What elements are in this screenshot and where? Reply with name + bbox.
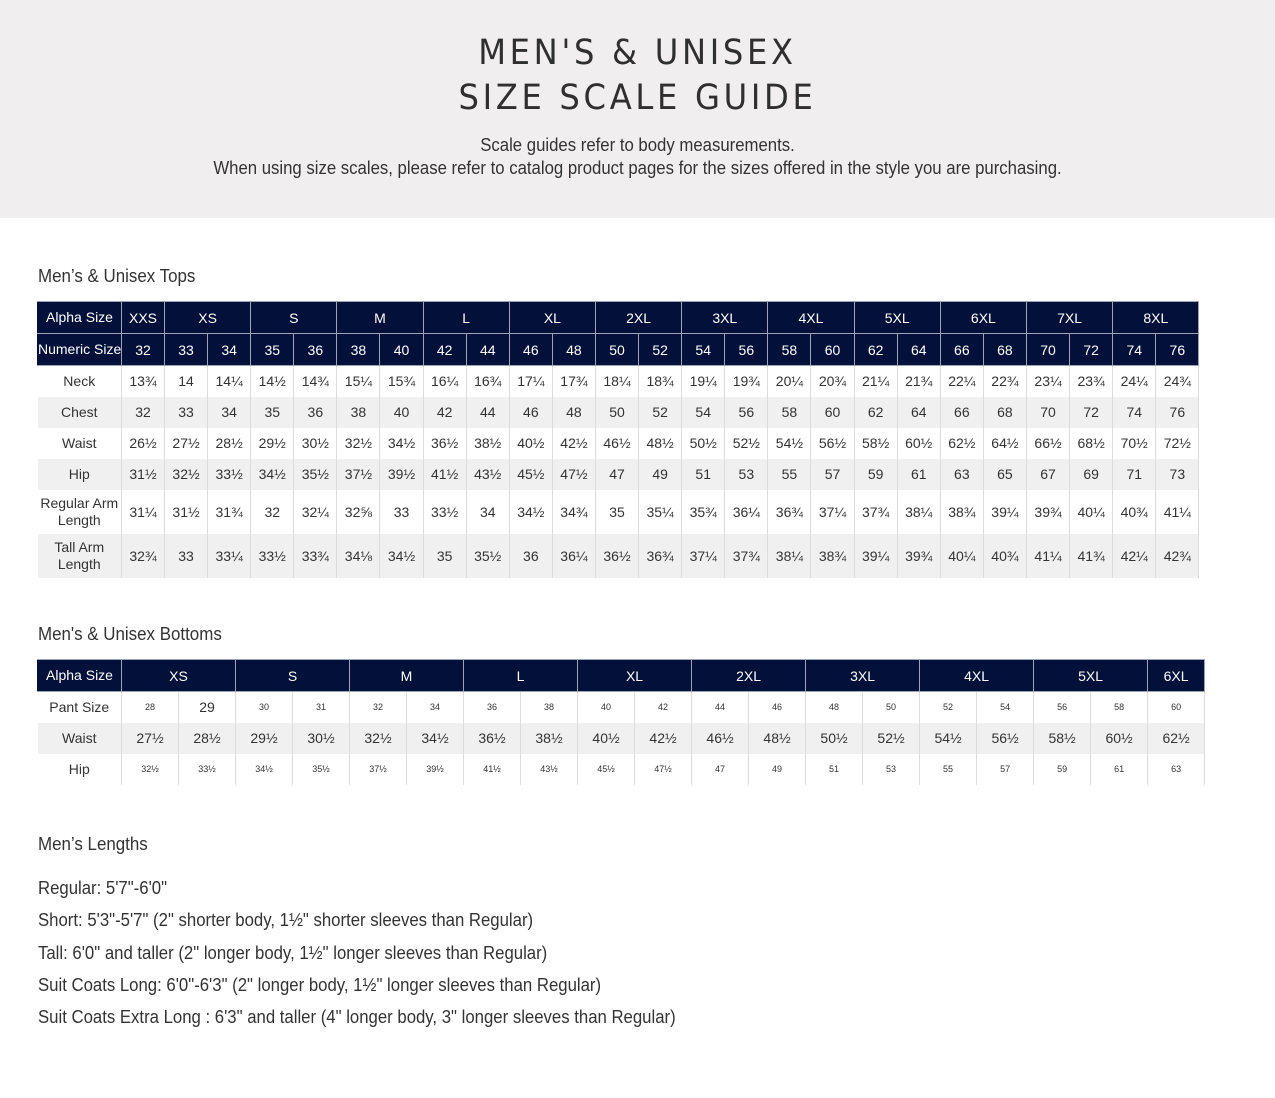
measurement-cell: 31¼ xyxy=(122,490,165,534)
measurement-label: Chest xyxy=(38,397,122,428)
header-band xyxy=(0,0,1275,218)
numeric-size-cell: 35 xyxy=(251,334,294,366)
measurement-cell: 33 xyxy=(165,534,208,578)
bottoms-size-table xyxy=(37,659,1205,785)
measurement-cell: 13¾ xyxy=(122,366,165,397)
measurement-cell: 50½ xyxy=(806,723,863,754)
measurement-cell: 29½ xyxy=(236,723,293,754)
numeric-size-cell: 48 xyxy=(552,334,595,366)
measurement-cell: 48½ xyxy=(749,723,806,754)
measurement-cell: 32 xyxy=(251,490,294,534)
measurement-cell: 32 xyxy=(350,692,407,723)
measurement-cell: 35 xyxy=(595,490,638,534)
alpha-size-cell: 4XL xyxy=(768,302,854,334)
measurement-cell: 56 xyxy=(725,397,768,428)
measurement-cell: 14¼ xyxy=(208,366,251,397)
measurement-cell: 72 xyxy=(1070,397,1113,428)
measurement-cell: 36¾ xyxy=(639,534,682,578)
measurement-cell: 39¾ xyxy=(1026,490,1069,534)
measurement-cell: 21¼ xyxy=(854,366,897,397)
numeric-size-label: Numeric Size xyxy=(38,334,122,366)
measurement-cell: 38¼ xyxy=(768,534,811,578)
measurement-cell: 40 xyxy=(380,397,423,428)
measurement-cell: 64 xyxy=(897,397,940,428)
tops-hip-row xyxy=(38,459,1199,490)
measurement-cell: 49 xyxy=(639,459,682,490)
alpha-size-cell: M xyxy=(350,660,464,692)
measurement-cell: 41½ xyxy=(464,754,521,785)
measurement-cell: 35¾ xyxy=(682,490,725,534)
measurement-cell: 34⅛ xyxy=(337,534,380,578)
measurement-cell: 39½ xyxy=(380,459,423,490)
measurement-cell: 34 xyxy=(407,692,464,723)
measurement-cell: 32½ xyxy=(165,459,208,490)
measurement-cell: 41¼ xyxy=(1026,534,1069,578)
numeric-size-cell: 76 xyxy=(1156,334,1199,366)
alpha-size-cell: L xyxy=(464,660,578,692)
tops-regular-arm-row xyxy=(38,490,1199,534)
measurement-cell: 55 xyxy=(768,459,811,490)
measurement-cell: 70 xyxy=(1026,397,1069,428)
bottoms-alpha-row xyxy=(38,660,1205,692)
measurement-cell: 63 xyxy=(940,459,983,490)
measurement-cell: 44 xyxy=(692,692,749,723)
measurement-cell: 43½ xyxy=(466,459,509,490)
page-title-line-1: MEN'S & UNISEX xyxy=(478,33,797,73)
measurement-cell: 68½ xyxy=(1070,428,1113,459)
measurement-cell: 38½ xyxy=(466,428,509,459)
numeric-size-cell: 60 xyxy=(811,334,854,366)
measurement-cell: 32½ xyxy=(337,428,380,459)
numeric-size-cell: 54 xyxy=(682,334,725,366)
measurement-cell: 62 xyxy=(854,397,897,428)
measurement-cell: 24¼ xyxy=(1113,366,1156,397)
measurement-cell: 40¼ xyxy=(1070,490,1113,534)
measurement-cell: 72½ xyxy=(1156,428,1199,459)
measurement-cell: 50 xyxy=(595,397,638,428)
measurement-cell: 58 xyxy=(1091,692,1148,723)
numeric-size-cell: 72 xyxy=(1070,334,1113,366)
measurement-cell: 50½ xyxy=(682,428,725,459)
measurement-cell: 34 xyxy=(208,397,251,428)
measurement-cell: 42 xyxy=(635,692,692,723)
measurement-cell: 17¾ xyxy=(552,366,595,397)
measurement-cell: 36¼ xyxy=(725,490,768,534)
measurement-cell: 35 xyxy=(251,397,294,428)
measurement-cell: 36 xyxy=(509,534,552,578)
measurement-cell: 33½ xyxy=(251,534,294,578)
alpha-size-cell: 3XL xyxy=(806,660,920,692)
measurement-cell: 34¾ xyxy=(552,490,595,534)
measurement-cell: 38 xyxy=(337,397,380,428)
measurement-cell: 58½ xyxy=(854,428,897,459)
bottoms-section-title: Men's & Unisex Bottoms xyxy=(38,624,222,644)
measurement-cell: 18¾ xyxy=(639,366,682,397)
measurement-cell: 36½ xyxy=(595,534,638,578)
measurement-cell: 18¼ xyxy=(595,366,638,397)
measurement-cell: 56½ xyxy=(977,723,1034,754)
subtitle-line-1: Scale guides refer to body measurements. xyxy=(480,135,795,155)
measurement-cell: 15¼ xyxy=(337,366,380,397)
measurement-cell: 41¾ xyxy=(1070,534,1113,578)
alpha-size-label: Alpha Size xyxy=(38,660,122,692)
measurement-cell: 24¾ xyxy=(1156,366,1199,397)
tops-waist-row xyxy=(38,428,1199,459)
measurement-cell: 34½ xyxy=(407,723,464,754)
numeric-size-cell: 42 xyxy=(423,334,466,366)
measurement-label: Waist xyxy=(38,723,122,754)
tops-section-title: Men’s & Unisex Tops xyxy=(38,266,196,286)
measurement-cell: 46½ xyxy=(595,428,638,459)
measurement-cell: 20¾ xyxy=(811,366,854,397)
measurement-cell: 40½ xyxy=(578,723,635,754)
measurement-cell: 50 xyxy=(863,692,920,723)
alpha-size-cell: 2XL xyxy=(595,302,681,334)
measurement-cell: 32¾ xyxy=(122,534,165,578)
measurement-cell: 48 xyxy=(806,692,863,723)
measurement-cell: 35½ xyxy=(466,534,509,578)
measurement-cell: 41¼ xyxy=(1156,490,1199,534)
alpha-size-cell: M xyxy=(337,302,423,334)
measurement-cell: 27½ xyxy=(165,428,208,459)
measurement-cell: 59 xyxy=(1034,754,1091,785)
alpha-size-cell: 6XL xyxy=(940,302,1026,334)
numeric-size-cell: 64 xyxy=(897,334,940,366)
measurement-cell: 61 xyxy=(897,459,940,490)
measurement-cell: 60 xyxy=(1148,692,1205,723)
bottoms-waist-row xyxy=(38,723,1205,754)
measurement-cell: 33 xyxy=(380,490,423,534)
tops-numeric-row xyxy=(38,334,1199,366)
alpha-size-cell: XS xyxy=(122,660,236,692)
measurement-cell: 36¼ xyxy=(552,534,595,578)
measurement-label xyxy=(38,534,122,578)
measurement-cell: 31 xyxy=(293,692,350,723)
measurement-cell: 46 xyxy=(509,397,552,428)
measurement-cell: 48 xyxy=(552,397,595,428)
numeric-size-cell: 34 xyxy=(208,334,251,366)
measurement-label-line-2: Length xyxy=(57,555,101,572)
measurement-cell: 40 xyxy=(578,692,635,723)
measurement-cell: 41½ xyxy=(423,459,466,490)
measurement-cell: 42¾ xyxy=(1156,534,1199,578)
measurement-cell: 47 xyxy=(595,459,638,490)
measurement-label: Hip xyxy=(38,754,122,785)
measurement-cell: 38¾ xyxy=(811,534,854,578)
numeric-size-cell: 40 xyxy=(380,334,423,366)
alpha-size-cell: 3XL xyxy=(682,302,768,334)
measurement-cell: 31½ xyxy=(165,490,208,534)
measurement-cell: 66 xyxy=(940,397,983,428)
measurement-cell: 69 xyxy=(1070,459,1113,490)
measurement-cell: 73 xyxy=(1156,459,1199,490)
length-item-regular: Regular: 5'7"-6'0" xyxy=(38,878,168,898)
measurement-cell: 36¾ xyxy=(768,490,811,534)
measurement-cell: 33 xyxy=(165,397,208,428)
measurement-cell: 34½ xyxy=(380,534,423,578)
measurement-cell: 38¼ xyxy=(897,490,940,534)
numeric-size-cell: 52 xyxy=(639,334,682,366)
measurement-cell: 43½ xyxy=(521,754,578,785)
measurement-cell: 53 xyxy=(725,459,768,490)
alpha-size-cell: XL xyxy=(578,660,692,692)
numeric-size-cell: 58 xyxy=(768,334,811,366)
measurement-cell: 38 xyxy=(521,692,578,723)
measurement-cell: 56 xyxy=(1034,692,1091,723)
measurement-cell: 36½ xyxy=(464,723,521,754)
measurement-cell: 16¾ xyxy=(466,366,509,397)
measurement-cell: 51 xyxy=(806,754,863,785)
measurement-cell: 15¾ xyxy=(380,366,423,397)
measurement-cell: 31¾ xyxy=(208,490,251,534)
numeric-size-cell: 56 xyxy=(725,334,768,366)
numeric-size-cell: 44 xyxy=(466,334,509,366)
measurement-cell: 49 xyxy=(749,754,806,785)
measurement-cell: 34½ xyxy=(236,754,293,785)
measurement-cell: 48½ xyxy=(639,428,682,459)
measurement-cell: 60½ xyxy=(1091,723,1148,754)
alpha-size-cell: 4XL xyxy=(920,660,1034,692)
measurement-cell: 39¼ xyxy=(854,534,897,578)
measurement-cell: 19¼ xyxy=(682,366,725,397)
measurement-label xyxy=(38,490,122,534)
measurement-cell: 61 xyxy=(1091,754,1148,785)
measurement-cell: 70½ xyxy=(1113,428,1156,459)
measurement-cell: 23¾ xyxy=(1070,366,1113,397)
measurement-cell: 39¾ xyxy=(897,534,940,578)
measurement-label: Pant Size xyxy=(38,692,122,723)
page-title-line-2: SIZE SCALE GUIDE xyxy=(458,78,817,118)
numeric-size-cell: 46 xyxy=(509,334,552,366)
measurement-cell: 37½ xyxy=(350,754,407,785)
measurement-cell: 36 xyxy=(464,692,521,723)
measurement-cell: 57 xyxy=(977,754,1034,785)
measurement-cell: 32⅝ xyxy=(337,490,380,534)
measurement-cell: 34½ xyxy=(509,490,552,534)
measurement-cell: 40½ xyxy=(509,428,552,459)
measurement-cell: 42½ xyxy=(552,428,595,459)
measurement-cell: 58 xyxy=(768,397,811,428)
measurement-cell: 40¾ xyxy=(983,534,1026,578)
measurement-cell: 20¼ xyxy=(768,366,811,397)
measurement-cell: 14½ xyxy=(251,366,294,397)
measurement-cell: 35 xyxy=(423,534,466,578)
measurement-cell: 51 xyxy=(682,459,725,490)
alpha-size-cell: XL xyxy=(509,302,595,334)
measurement-cell: 29 xyxy=(179,692,236,723)
measurement-cell: 28½ xyxy=(179,723,236,754)
measurement-cell: 22¼ xyxy=(940,366,983,397)
measurement-cell: 34½ xyxy=(380,428,423,459)
alpha-size-cell: S xyxy=(236,660,350,692)
measurement-cell: 54½ xyxy=(768,428,811,459)
measurement-cell: 52 xyxy=(639,397,682,428)
measurement-cell: 33½ xyxy=(423,490,466,534)
measurement-cell: 40¼ xyxy=(940,534,983,578)
measurement-cell: 54 xyxy=(682,397,725,428)
measurement-cell: 39½ xyxy=(407,754,464,785)
numeric-size-cell: 38 xyxy=(337,334,380,366)
measurement-cell: 47 xyxy=(692,754,749,785)
measurement-cell: 14 xyxy=(165,366,208,397)
measurement-cell: 56½ xyxy=(811,428,854,459)
measurement-label: Waist xyxy=(38,428,122,459)
measurement-cell: 30½ xyxy=(293,723,350,754)
tops-alpha-row xyxy=(38,302,1199,334)
measurement-cell: 30 xyxy=(236,692,293,723)
alpha-size-cell: 5XL xyxy=(854,302,940,334)
measurement-cell: 31½ xyxy=(122,459,165,490)
numeric-size-cell: 66 xyxy=(940,334,983,366)
measurement-cell: 37¼ xyxy=(682,534,725,578)
alpha-size-label: Alpha Size xyxy=(38,302,122,334)
measurement-cell: 32 xyxy=(122,397,165,428)
measurement-label: Hip xyxy=(38,459,122,490)
measurement-cell: 33½ xyxy=(208,459,251,490)
alpha-size-cell: 2XL xyxy=(692,660,806,692)
measurement-cell: 34 xyxy=(466,490,509,534)
measurement-cell: 37¾ xyxy=(725,534,768,578)
measurement-cell: 74 xyxy=(1113,397,1156,428)
numeric-size-cell: 68 xyxy=(983,334,1026,366)
alpha-size-cell: 8XL xyxy=(1113,302,1199,334)
measurement-cell: 62½ xyxy=(940,428,983,459)
measurement-cell: 60 xyxy=(811,397,854,428)
measurement-cell: 17¼ xyxy=(509,366,552,397)
measurement-cell: 36 xyxy=(294,397,337,428)
measurement-cell: 54 xyxy=(977,692,1034,723)
measurement-cell: 47½ xyxy=(635,754,692,785)
measurement-cell: 34½ xyxy=(251,459,294,490)
measurement-cell: 64½ xyxy=(983,428,1026,459)
length-item-suit-extra-long: Suit Coats Extra Long : 6'3" and taller (4" longer body, 3" longer sleeves than Regular) xyxy=(38,1007,676,1027)
measurement-cell: 14¾ xyxy=(294,366,337,397)
measurement-cell: 71 xyxy=(1113,459,1156,490)
measurement-cell: 37¾ xyxy=(854,490,897,534)
measurement-cell: 27½ xyxy=(122,723,179,754)
subtitle-line-2: When using size scales, please refer to catalog product pages for the sizes offered in the style you are purchasing. xyxy=(213,158,1062,178)
tops-neck-row xyxy=(38,366,1199,397)
measurement-cell: 37½ xyxy=(337,459,380,490)
measurement-label: Neck xyxy=(38,366,122,397)
measurement-cell: 28 xyxy=(122,692,179,723)
measurement-cell: 21¾ xyxy=(897,366,940,397)
measurement-cell: 52 xyxy=(920,692,977,723)
measurement-cell: 35½ xyxy=(294,459,337,490)
alpha-size-cell: XS xyxy=(165,302,251,334)
measurement-cell: 38¾ xyxy=(940,490,983,534)
measurement-cell: 60½ xyxy=(897,428,940,459)
numeric-size-cell: 74 xyxy=(1113,334,1156,366)
measurement-cell: 29½ xyxy=(251,428,294,459)
measurement-cell: 32½ xyxy=(122,754,179,785)
numeric-size-cell: 36 xyxy=(294,334,337,366)
measurement-cell: 35¼ xyxy=(639,490,682,534)
length-item-tall: Tall: 6'0" and taller (2" longer body, 1½" longer sleeves than Regular) xyxy=(38,943,548,963)
measurement-cell: 19¾ xyxy=(725,366,768,397)
measurement-cell: 22¾ xyxy=(983,366,1026,397)
measurement-label-line-1: Regular Arm xyxy=(40,494,119,511)
tops-tall-arm-row xyxy=(38,534,1199,578)
measurement-cell: 67 xyxy=(1026,459,1069,490)
alpha-size-cell: S xyxy=(251,302,337,334)
length-item-short: Short: 5'3"-5'7" (2" shorter body, 1½" shorter sleeves than Regular) xyxy=(38,910,534,930)
measurement-cell: 68 xyxy=(983,397,1026,428)
measurement-cell: 45½ xyxy=(509,459,552,490)
measurement-cell: 33¼ xyxy=(208,534,251,578)
measurement-cell: 32¼ xyxy=(294,490,337,534)
measurement-cell: 26½ xyxy=(122,428,165,459)
measurement-cell: 76 xyxy=(1156,397,1199,428)
measurement-cell: 66½ xyxy=(1026,428,1069,459)
measurement-cell: 42 xyxy=(423,397,466,428)
tops-chest-row xyxy=(38,397,1199,428)
measurement-cell: 54½ xyxy=(920,723,977,754)
measurement-cell: 35½ xyxy=(293,754,350,785)
bottoms-hip-row xyxy=(38,754,1205,785)
lengths-section-title: Men’s Lengths xyxy=(38,834,148,854)
measurement-cell: 33¾ xyxy=(294,534,337,578)
measurement-label-line-1: Tall Arm xyxy=(54,538,105,555)
measurement-cell: 63 xyxy=(1148,754,1205,785)
measurement-cell: 42¼ xyxy=(1113,534,1156,578)
measurement-cell: 32½ xyxy=(350,723,407,754)
alpha-size-cell: 5XL xyxy=(1034,660,1148,692)
measurement-cell: 55 xyxy=(920,754,977,785)
measurement-cell: 46½ xyxy=(692,723,749,754)
measurement-cell: 57 xyxy=(811,459,854,490)
numeric-size-cell: 70 xyxy=(1026,334,1069,366)
measurement-cell: 28½ xyxy=(208,428,251,459)
measurement-cell: 37¼ xyxy=(811,490,854,534)
measurement-cell: 58½ xyxy=(1034,723,1091,754)
measurement-cell: 47½ xyxy=(552,459,595,490)
measurement-cell: 36½ xyxy=(423,428,466,459)
numeric-size-cell: 33 xyxy=(165,334,208,366)
numeric-size-cell: 62 xyxy=(854,334,897,366)
alpha-size-cell: L xyxy=(423,302,509,334)
alpha-size-cell: XXS xyxy=(122,302,165,334)
alpha-size-cell: 6XL xyxy=(1148,660,1205,692)
measurement-cell: 16¼ xyxy=(423,366,466,397)
measurement-cell: 33½ xyxy=(179,754,236,785)
alpha-size-cell: 7XL xyxy=(1026,302,1112,334)
measurement-cell: 59 xyxy=(854,459,897,490)
numeric-size-cell: 50 xyxy=(595,334,638,366)
measurement-cell: 53 xyxy=(863,754,920,785)
measurement-cell: 46 xyxy=(749,692,806,723)
bottoms-pant-size-row xyxy=(38,692,1205,723)
length-item-suit-long: Suit Coats Long: 6'0"-6'3" (2" longer body, 1½" longer sleeves than Regular) xyxy=(38,975,602,995)
measurement-label-line-2: Length xyxy=(57,511,101,528)
measurement-cell: 65 xyxy=(983,459,1026,490)
measurement-cell: 62½ xyxy=(1148,723,1205,754)
measurement-cell: 38½ xyxy=(521,723,578,754)
measurement-cell: 42½ xyxy=(635,723,692,754)
measurement-cell: 23¼ xyxy=(1026,366,1069,397)
numeric-size-cell: 32 xyxy=(122,334,165,366)
measurement-cell: 39¼ xyxy=(983,490,1026,534)
measurement-cell: 40¾ xyxy=(1113,490,1156,534)
measurement-cell: 30½ xyxy=(294,428,337,459)
measurement-cell: 45½ xyxy=(578,754,635,785)
measurement-cell: 52½ xyxy=(863,723,920,754)
measurement-cell: 44 xyxy=(466,397,509,428)
tops-size-table xyxy=(37,301,1199,578)
measurement-cell: 52½ xyxy=(725,428,768,459)
